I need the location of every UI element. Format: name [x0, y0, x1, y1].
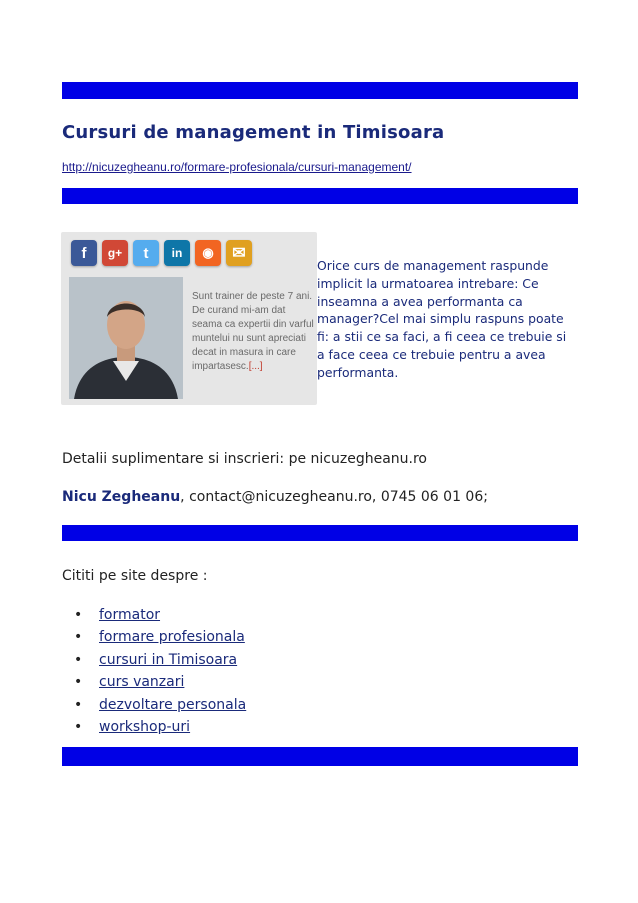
- divider-bar: [62, 188, 578, 204]
- topic-link-list: [74, 604, 246, 738]
- topic-link[interactable]: dezvoltare personala: [99, 696, 247, 713]
- topic-link[interactable]: workshop-uri: [99, 719, 191, 736]
- bullet-icon: •: [74, 651, 83, 668]
- contact-name: Nicu Zegheanu: [62, 489, 181, 505]
- rss-icon[interactable]: ◉: [195, 240, 221, 266]
- divider-bar: [62, 525, 578, 541]
- topic-link[interactable]: formare profesionala: [99, 629, 245, 646]
- page-title: Cursuri de management in Timisoara: [62, 122, 445, 143]
- list-item: [74, 649, 246, 671]
- read-more-heading: Cititi pe site despre :: [62, 568, 208, 584]
- email-icon[interactable]: ✉: [226, 240, 252, 266]
- trainer-caption: Sunt trainer de peste 7 ani. De curand mi-am dat seama ca expertii din varful muntelui nu sunt apreciati decat in masura in care impartasesc.[...]: [192, 291, 314, 372]
- list-item: [74, 626, 246, 648]
- contact-line: [62, 489, 488, 505]
- list-item: [74, 671, 246, 693]
- bullet-icon: •: [74, 607, 83, 623]
- topic-link[interactable]: formator: [99, 607, 161, 623]
- bullet-icon: •: [74, 719, 83, 736]
- twitter-icon[interactable]: t: [133, 240, 159, 266]
- topic-link[interactable]: curs vanzari: [99, 674, 185, 691]
- topic-link[interactable]: cursuri in Timisoara: [99, 651, 238, 668]
- person-silhouette-icon: [69, 277, 183, 399]
- list-item: [74, 694, 246, 716]
- footer-bar: [62, 747, 578, 766]
- list-item: [74, 716, 246, 738]
- bullet-icon: •: [74, 696, 83, 713]
- list-item: [74, 604, 246, 626]
- details-line: Detalii suplimentare si inscrieri: pe nicuzegheanu.ro: [62, 451, 427, 467]
- bullet-icon: •: [74, 674, 83, 691]
- google-plus-icon[interactable]: g+: [102, 240, 128, 266]
- social-icons-row: [71, 240, 252, 266]
- linkedin-icon[interactable]: in: [164, 240, 190, 266]
- facebook-icon[interactable]: f: [71, 240, 97, 266]
- source-url-link[interactable]: http://nicuzegheanu.ro/formare-profesionala/cursuri-management/: [62, 160, 412, 174]
- read-more-link[interactable]: [...]: [248, 361, 263, 372]
- bullet-icon: •: [74, 629, 83, 646]
- contact-details: , contact@nicuzegheanu.ro, 0745 06 01 06;: [180, 489, 488, 505]
- header-bar: [62, 82, 578, 99]
- trainer-portrait: [69, 277, 183, 399]
- intro-paragraph: Orice curs de management raspunde implicit la urmatoarea intrebare: Ce inseamna a avea performanta ca manager?Cel mai simplu raspuns poate fi: a stii ce sa faci, a fi ceea ce trebuie si a face ceea ce trebuie pentru a avea performanta.: [317, 258, 567, 380]
- trainer-photo-card: [61, 232, 317, 405]
